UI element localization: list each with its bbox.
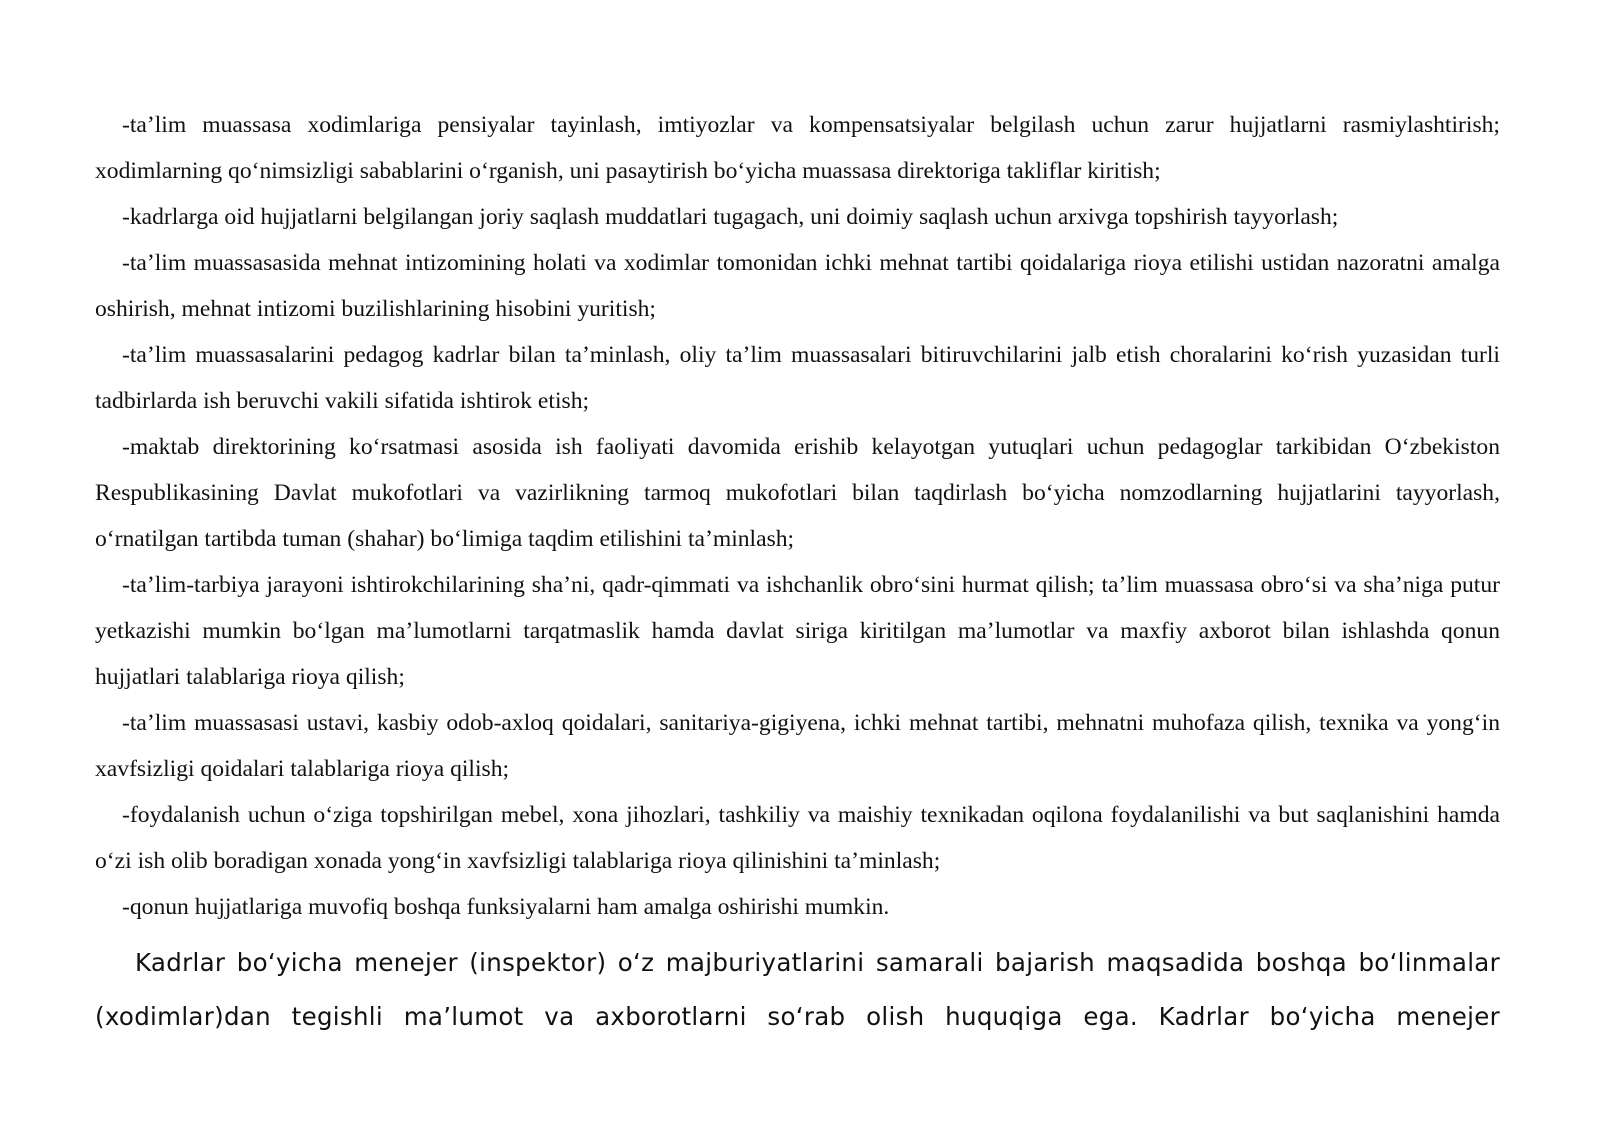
paragraph: -ta’lim muassasasi ustavi, kasbiy odob-axloq qoidalari, sanitariya-gigiyena, ichki mehnat tartibi, mehnatni muhofaza qilish, texnika va yong‘in xavfsizligi qoidalari talablariga rioya qilish; [95,710,1500,782]
paragraph: -ta’lim muassasasida mehnat intizomining holati va xodimlar tomonidan ichki mehnat tartibi qoidalariga rioya etilishi ustidan nazoratni amalga oshirish, mehnat intizomi buzilishlarining hisobini yuritish; [95,250,1500,322]
paragraph: -ta’lim-tarbiya jarayoni ishtirokchilarining sha’ni, qadr-qimmati va ishchanlik obro‘sini hurmat qilish; ta’lim muassasa obro‘si va sha’niga putur yetkazishi mumkin bo‘lgan ma’lumotlarni tarqatmaslik hamda davlat siriga kiritilgan ma’lumotlar va maxfiy axborot bilan ishlashda qonun hujjatlari talablariga rioya qilish; [95,572,1500,690]
paragraph: -qonun hujjatlariga muvofiq boshqa funksiyalarni ham amalga oshirishi mumkin. [122,894,890,920]
paragraph: -ta’lim muassasa xodimlariga pensiyalar tayinlash, imtiyozlar va kompensatsiyalar belgilash uchun zarur hujjatlarni rasmiylashtirish; xodimlarning qo‘nimsizligi sabablarini o‘rganish, uni pasaytirish bo‘yicha muassasa direktoriga takliflar kiritish; [95,112,1500,184]
document-page [95,102,1500,1044]
paragraph: -maktab direktorining ko‘rsatmasi asosida ish faoliyati davomida erishib kelayotgan yutuqlari uchun pedagoglar tarkibidan O‘zbekiston Respublikasining Davlat mukofotlari va vazirlikning tarmoq mukofotlari bilan taqdirlash bo‘yicha nomzodlarning hujjatlarini tayyorlash, o‘rnatilgan tartibda tuman (shahar) bo‘limiga taqdim etilishini ta’minlash; [95,434,1500,552]
paragraph: -kadrlarga oid hujjatlarni belgilangan joriy saqlash muddatlari tugagach, uni doimiy saqlash uchun arxivga topshirish tayyorlash; [122,204,1339,230]
closing-paragraph: Kadrlar bo‘yicha menejer (inspektor) o‘z majburiyatlarini samarali bajarish maqsadida boshqa bo‘linmalar (xodimlar)dan tegishli ma’lumot va axborotlarni so‘rab olish huquqiga ega. Kadrlar bo‘yicha menejer [95,948,1500,1031]
paragraph: -ta’lim muassasalarini pedagog kadrlar bilan ta’minlash, oliy ta’lim muassasalari bitiruvchilarini jalb etish choralarini ko‘rish yuzasidan turli tadbirlarda ish beruvchi vakili sifatida ishtirok etish; [95,342,1500,414]
paragraph: -foydalanish uchun o‘ziga topshirilgan mebel, xona jihozlari, tashkiliy va maishiy texnikadan oqilona foydalanilishi va but saqlanishini hamda o‘zi ish olib boradigan xonada yong‘in xavfsizligi talablariga rioya qilinishini ta’minlash; [95,802,1500,874]
